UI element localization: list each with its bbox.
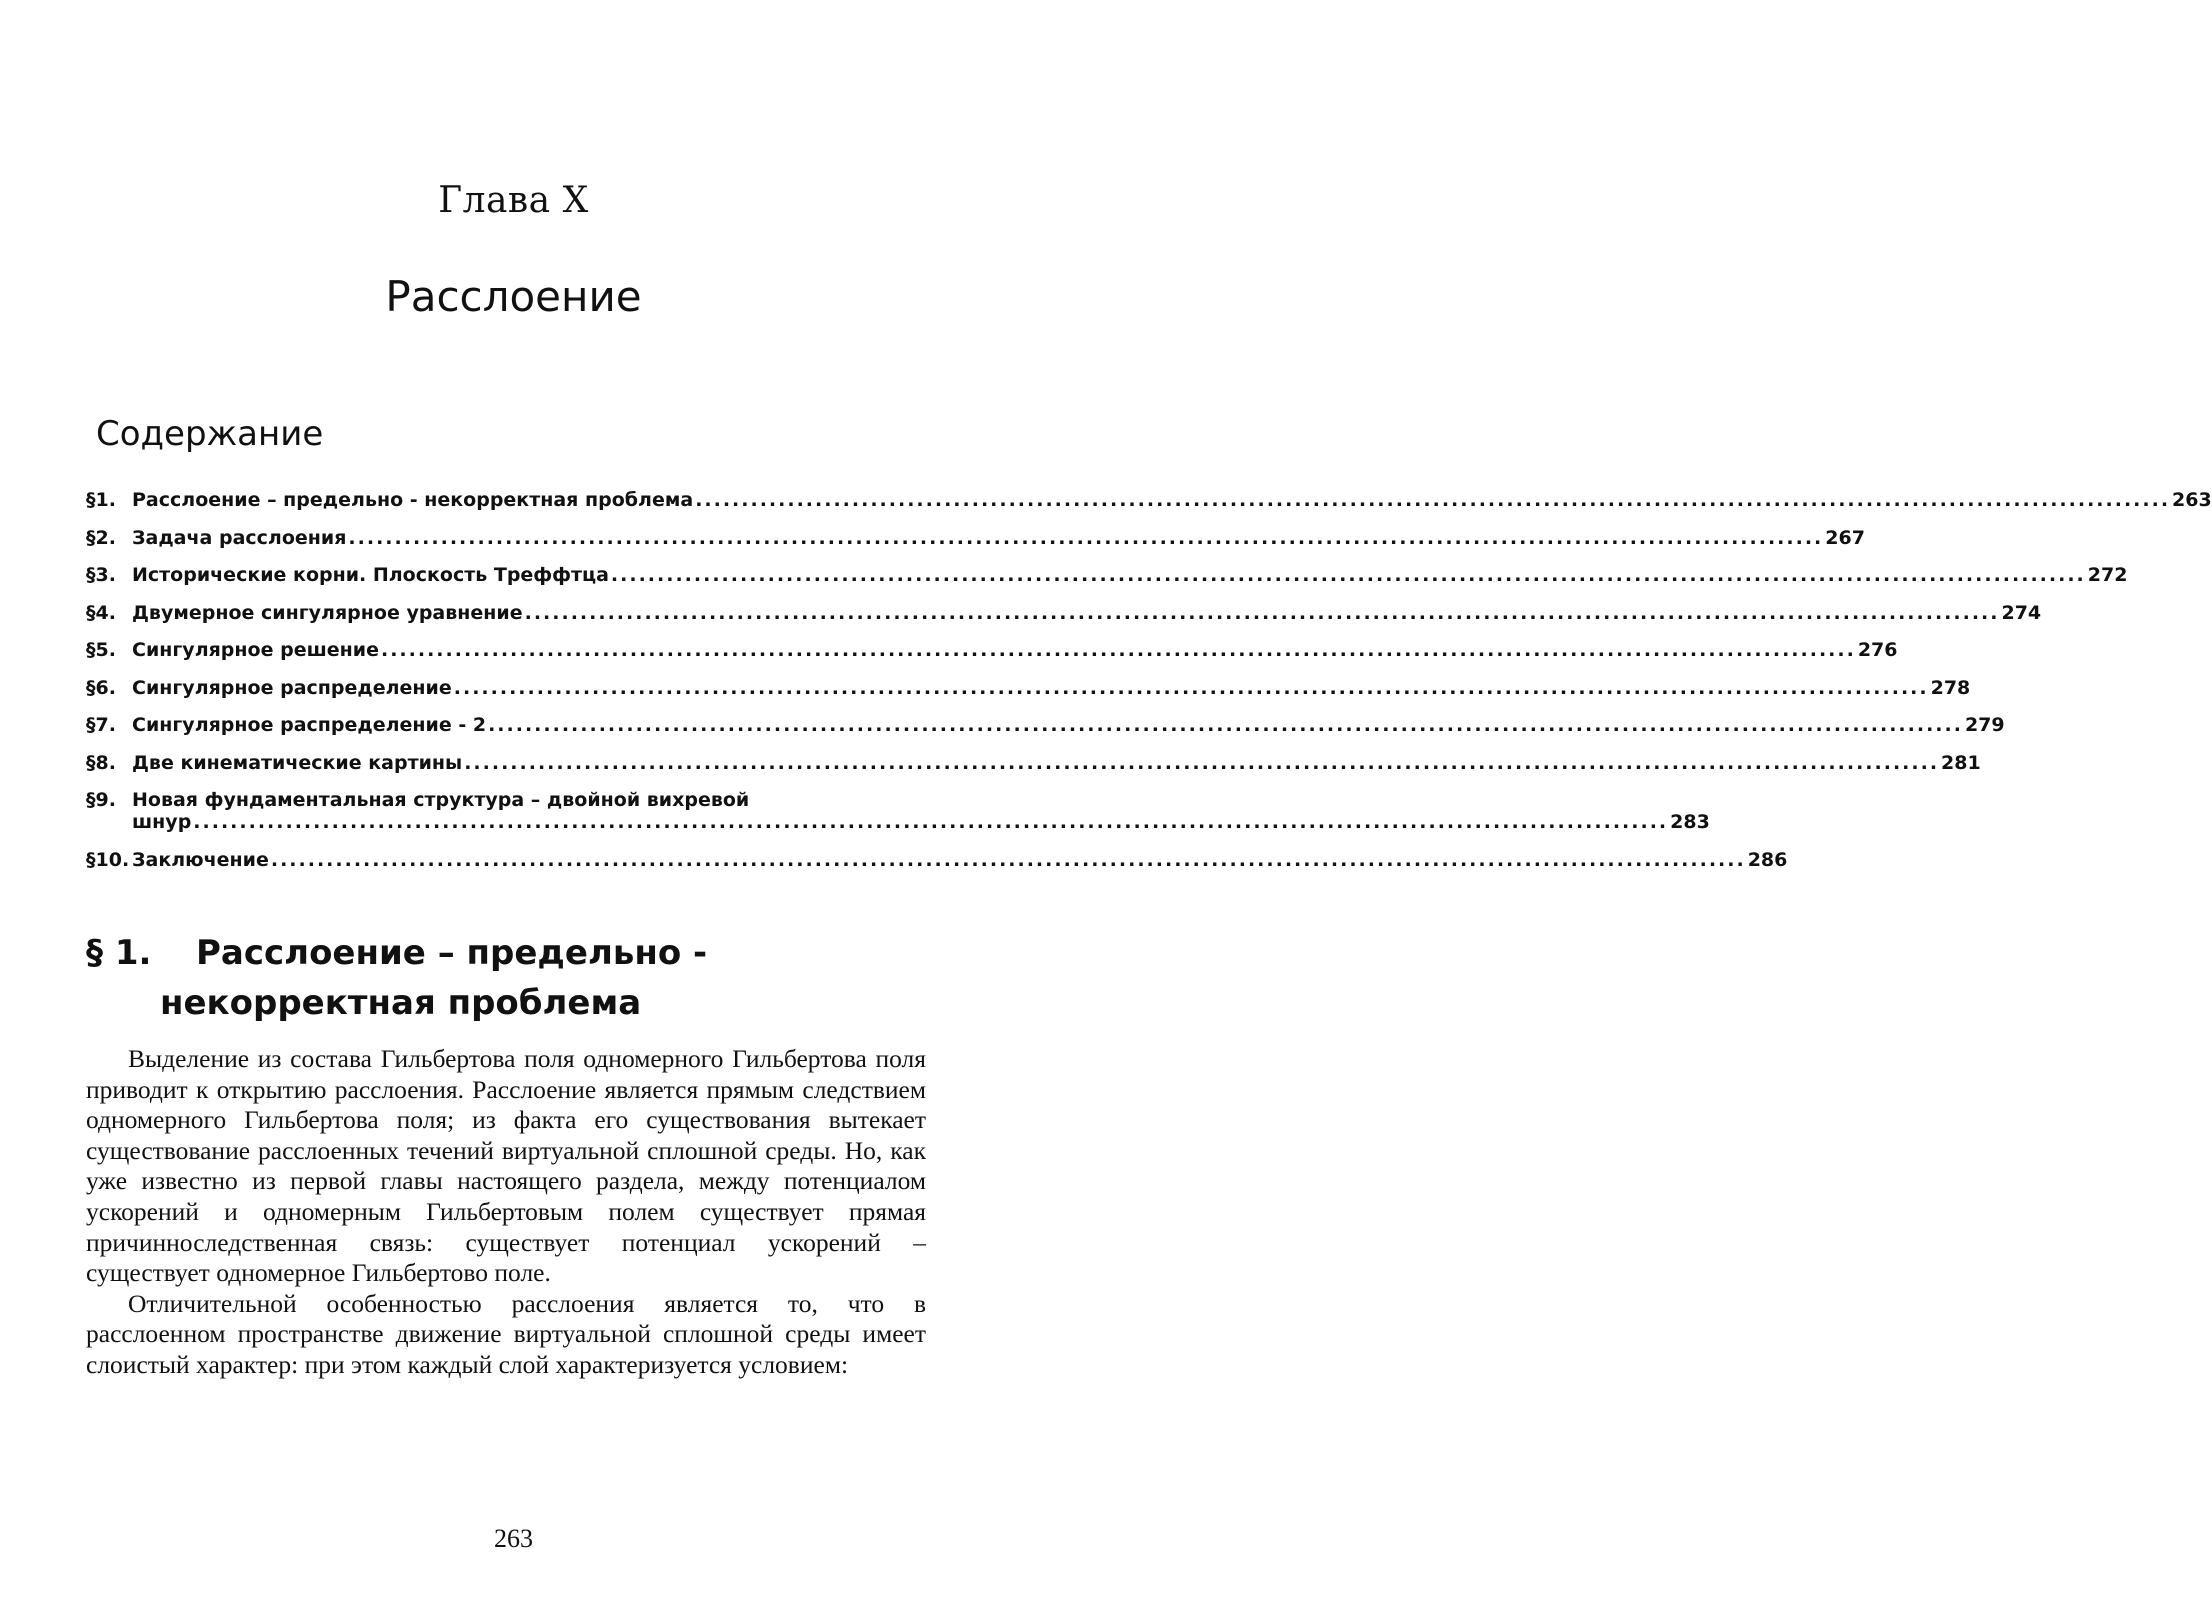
toc-leader-dots: [381, 636, 1856, 664]
toc-entry-3[interactable]: [86, 561, 2128, 599]
toc-entry-page: 279: [1964, 714, 2005, 736]
toc-entry-page: 272: [2087, 564, 2128, 586]
toc-entry-title: Сингулярное решение: [132, 639, 379, 661]
section-title-line-1: Расслоение – предельно -: [196, 933, 708, 973]
toc-entry-number: §9.: [86, 789, 116, 811]
toc-entry-title: Расслоение – предельно - некорректная проблема: [132, 489, 694, 511]
toc-leader-dots: [193, 808, 1668, 836]
table-of-contents: [86, 486, 2212, 884]
paragraph: Выделение из состава Гильбертова поля одномерного Гильбертова поля приводит к открытию расслоения. Расслоение является прямым следствием одномерного Гильбертова поля; из факта его существования вытекает существование расслоенных течений виртуальной сплошной среды. Но, как уже известно из первой главы настоящего раздела, между потенциалом ускорений и одномерным Гильбертовым полем существует прямая причинноследственная связь: существует потенциал ускорений – существует одномерное Гильбертово поле.: [86, 1044, 926, 1288]
toc-leader-dots: [525, 599, 2000, 627]
toc-entry-4[interactable]: [86, 599, 2042, 637]
toc-entry-1[interactable]: [86, 486, 2212, 524]
toc-entry-9[interactable]: [86, 786, 1710, 846]
chapter-label: Глава X: [438, 180, 589, 221]
toc-entry-page: 276: [1857, 639, 1898, 661]
toc-entry-5[interactable]: [86, 636, 1898, 674]
section-heading: [86, 928, 926, 1028]
toc-entry-number: §1.: [86, 489, 116, 511]
section-title-line-2: некорректная проблема: [160, 983, 642, 1023]
toc-leader-dots: [611, 561, 2086, 589]
toc-entry-number: §2.: [86, 526, 116, 549]
toc-entry-page: 286: [1747, 849, 1788, 871]
toc-entry-page: 263: [2172, 489, 2212, 511]
contents-heading: Содержание: [96, 414, 324, 454]
toc-leader-dots: [488, 711, 1963, 739]
toc-leader-dots: [464, 749, 1939, 777]
toc-entry-number: §8.: [86, 751, 116, 774]
toc-entry-number: §3.: [86, 564, 116, 586]
toc-entry-page: 274: [2001, 601, 2042, 624]
toc-entry-10[interactable]: [86, 846, 1788, 884]
toc-entry-title: Двумерное сингулярное уравнение: [132, 601, 523, 624]
body-text: [86, 1044, 926, 1381]
toc-leader-dots: [454, 674, 1929, 702]
toc-entry-page: 281: [1941, 751, 1981, 774]
toc-leader-dots: [695, 486, 2170, 514]
chapter-title: Расслоение: [385, 272, 642, 321]
section-number: § 1.: [86, 933, 152, 973]
toc-entry-page: 283: [1670, 811, 1710, 833]
toc-entry-number: §7.: [86, 714, 116, 736]
toc-entry-title: Исторические корни. Плоскость Треффтца: [132, 564, 609, 586]
toc-entry-page: 278: [1930, 676, 1971, 699]
toc-entry-title-continued: шнур: [132, 811, 192, 833]
toc-entry-title: Сингулярное распределение: [132, 676, 452, 699]
toc-entry-number: §4.: [86, 601, 116, 624]
toc-entry-title: Задача расслоения: [132, 526, 347, 549]
toc-entry-title: Две кинематические картины: [132, 751, 463, 774]
toc-leader-dots: [348, 524, 1823, 552]
toc-entry-title: Заключение: [132, 849, 269, 871]
toc-entry-7[interactable]: [86, 711, 2005, 749]
toc-entry-2[interactable]: [86, 524, 1865, 562]
toc-entry-title: Сингулярное распределение - 2: [132, 714, 487, 736]
toc-entry-title: Новая фундаментальная структура – двойной вихревой: [132, 789, 750, 811]
toc-entry-6[interactable]: [86, 674, 1971, 712]
toc-entry-page: 267: [1825, 526, 1865, 549]
toc-entry-number: §5.: [86, 639, 116, 661]
toc-leader-dots: [271, 846, 1746, 874]
page-number: 263: [494, 1524, 533, 1553]
toc-entry-number: §10.: [86, 849, 130, 871]
toc-entry-8[interactable]: [86, 749, 1981, 787]
toc-entry-number: §6.: [86, 676, 116, 699]
paragraph: Отличительной особенностью расслоения является то, что в расслоенном пространстве движение виртуальной сплошной среды имеет слоистый характер: при этом каждый слой характеризуется условием:: [86, 1288, 926, 1379]
